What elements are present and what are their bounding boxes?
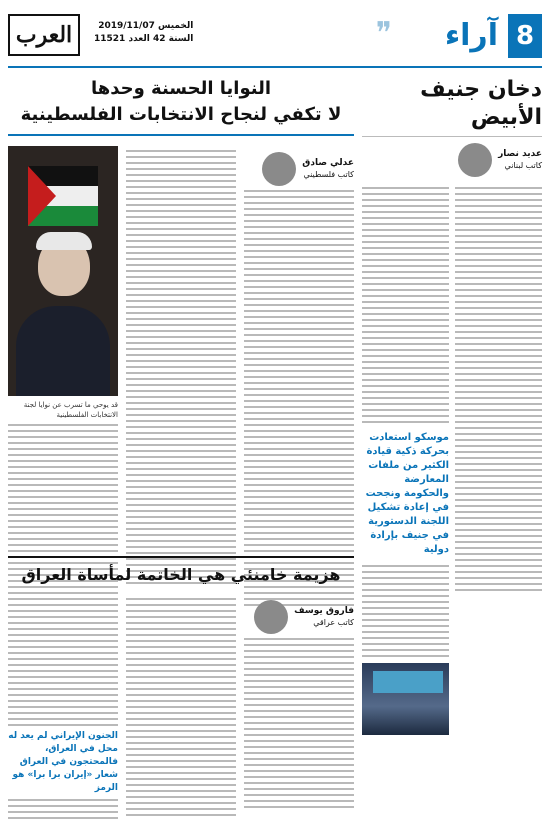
author-name: فاروق يوسف xyxy=(294,606,354,616)
divider xyxy=(8,134,354,136)
author-avatar xyxy=(262,152,296,186)
committee-photo xyxy=(362,663,449,735)
text-column xyxy=(244,594,354,820)
text-column xyxy=(126,146,236,610)
right-article-author xyxy=(362,143,542,177)
author-role: كاتب لبناني xyxy=(504,161,542,170)
bottom-article-author xyxy=(244,600,354,634)
pull-quote: موسكو استعادت بحركة ذكية قيادة الكثير من ملفات المعارضة والحكومة ونجحت في إعادة تشكيل اللجنة الدستورية في جنيف بإرادة دولية xyxy=(365,432,449,555)
author-role: كاتب عراقي xyxy=(313,618,354,627)
president-photo xyxy=(8,146,118,396)
author-avatar xyxy=(254,600,288,634)
president-photo-block xyxy=(8,146,118,610)
text-column xyxy=(244,146,354,610)
bottom-article-title: هزيمة خامنئي هي الخاتمة لمأساة العراق xyxy=(21,565,341,584)
issue-date: الخميس 2019/11/07 xyxy=(98,21,194,31)
bottom-article xyxy=(8,556,354,812)
title-line: لا تكفي لنجاح الانتخابات الفلسطينية xyxy=(20,104,342,125)
newspaper-logo[interactable]: العرب xyxy=(8,14,80,56)
main-article-author xyxy=(244,152,354,186)
section-title: آراء xyxy=(444,18,498,53)
masthead xyxy=(8,10,542,68)
palestine-flag-icon xyxy=(28,166,98,226)
photo-caption: قد يوحي ما تسرب عن نوايا لجنة الانتخابات الفلسطينية xyxy=(23,401,118,419)
quote-icon: ❞ xyxy=(375,16,392,51)
right-article-body xyxy=(362,183,542,735)
text-column xyxy=(455,183,542,735)
author-name: عدلي صادق xyxy=(302,158,354,168)
text-column xyxy=(126,594,236,820)
main-article xyxy=(8,76,354,546)
author-name: عديد نصار xyxy=(498,149,542,159)
author-avatar xyxy=(458,143,492,177)
author-role: كاتب فلسطيني xyxy=(303,170,354,179)
title-line: النوايا الحسنة وحدها xyxy=(90,78,272,99)
page-number: 8 xyxy=(508,14,542,58)
right-article xyxy=(362,76,542,812)
text-column xyxy=(362,183,449,735)
issue-info xyxy=(94,20,193,46)
pull-quote: الجنون الإيراني لم يعد له محل في العراق، فالمحتجون في العراق شعار «إيران برا برا» هو الرمز xyxy=(8,731,118,793)
right-article-title: دخان جنيف الأبيض xyxy=(362,76,542,137)
main-article-title xyxy=(8,76,354,128)
issue-number: السنة 42 العدد 11521 xyxy=(94,34,194,44)
text-column xyxy=(8,594,118,820)
